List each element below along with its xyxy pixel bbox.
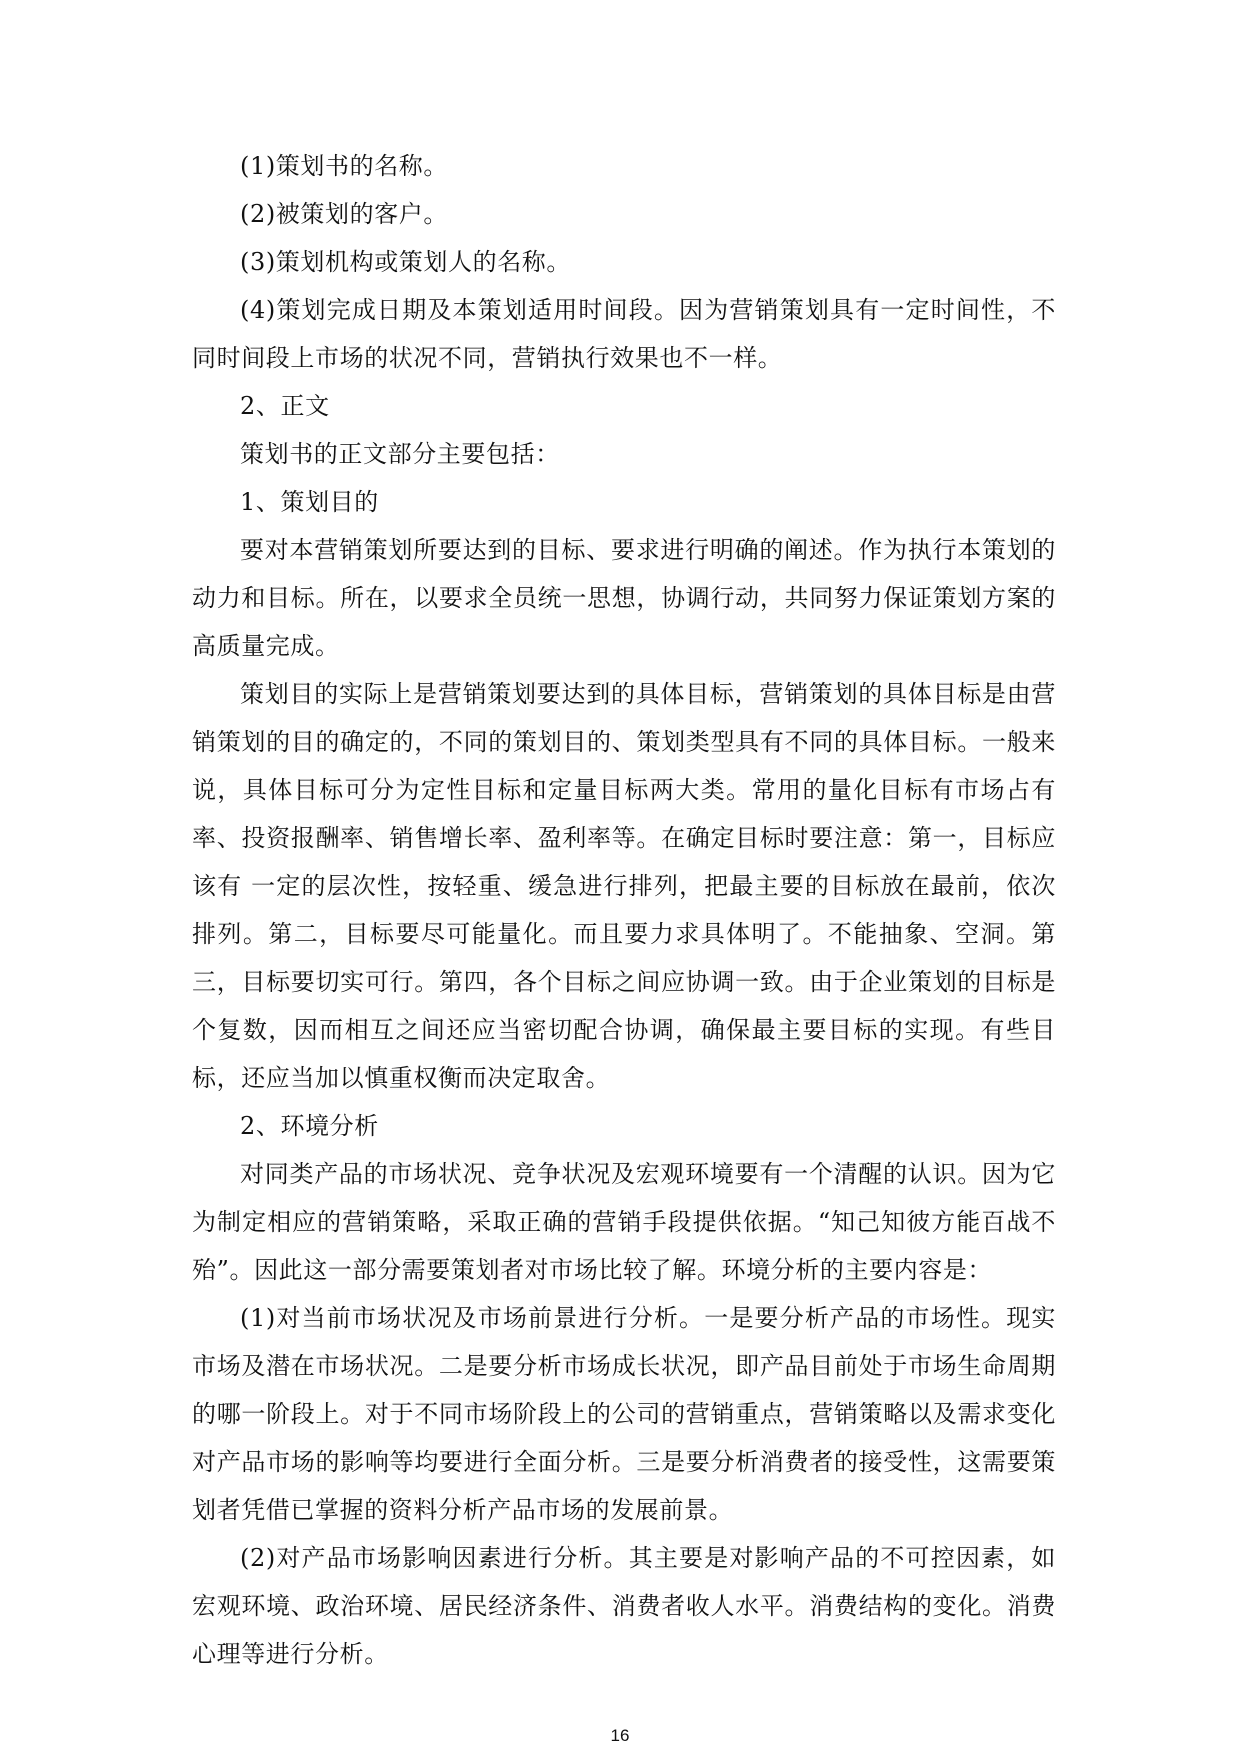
section-heading-main-text: 2、正文 <box>240 392 330 420</box>
paragraph-purpose-1: 要对本营销策划所要达到的目标、要求进行明确的阐述。作为执行本策划的动力和目标。所在，以要求全员统一思想，协调行动，共同努力保证策划方案的高质量完成。 <box>192 536 1056 660</box>
paragraph-title-item-3: (3)策划机构或策划人的名称。 <box>240 248 571 276</box>
paragraph-title-item-1: (1)策划书的名称。 <box>240 152 448 180</box>
paragraph-environment-item-2: (2)对产品市场影响因素进行分析。其主要是对影响产品的不可控因素，如宏观环境、政治环境、居民经济条件、消费者收人水平。消费结构的变化。消费心理等进行分析。 <box>192 1544 1056 1668</box>
section-heading-purpose: 1、策划目的 <box>240 488 379 516</box>
paragraph-environment-intro: 对同类产品的市场状况、竞争状况及宏观环境要有一个清醒的认识。因为它为制定相应的营销策略，采取正确的营销手段提供依据。“知己知彼方能百战不殆”。因此这一部分需要策划者对市场比较了解。环境分析的主要内容是： <box>192 1160 1056 1284</box>
paragraph-environment-item-1: (1)对当前市场状况及市场前景进行分析。一是要分析产品的市场性。现实市场及潜在市场状况。二是要分析市场成长状况，即产品目前处于市场生命周期的哪一阶段上。对于不同市场阶段上的公司的营销重点，营销策略以及需求变化对产品市场的影响等均要进行全面分析。三是要分析消费者的接受性，这需要策划者凭借已掌握的资料分析产品市场的发展前景。 <box>192 1304 1056 1524</box>
paragraph-purpose-2: 策划目的实际上是营销策划要达到的具体目标，营销策划的具体目标是由营销策划的目的确定的，不同的策划目的、策划类型具有不同的具体目标。一般来说，具体目标可分为定性目标和定量目标两大类。常用的量化目标有市场占有率、投资报酬率、销售增长率、盈利率等。在确定目标时要注意：第一，目标应该有 一定的层次性，按轻重、缓急进行排列，把最主要的目标放在最前，依次排列。第二，目标要尽可能量化。而且要力求具体明了。不能抽象、空洞。第三，目标要切实可行。第四，各个目标之间应协调一致。由于企业策划的目标是个复数，因而相互之间还应当密切配合协调，确保最主要目标的实现。有些目标，还应当加以慎重权衡而决定取舍。 <box>192 680 1056 1092</box>
document-body <box>192 142 1056 1678</box>
paragraph-title-item-2: (2)被策划的客户。 <box>240 200 448 228</box>
paragraph-title-item-4: (4)策划完成日期及本策划适用时间段。因为营销策划具有一定时间性，不同时间段上市场的状况不同，营销执行效果也不一样。 <box>192 296 1056 372</box>
paragraph-main-text-intro: 策划书的正文部分主要包括： <box>240 440 560 468</box>
page-number: 16 <box>610 1726 630 1745</box>
section-heading-environment: 2、环境分析 <box>240 1112 379 1140</box>
